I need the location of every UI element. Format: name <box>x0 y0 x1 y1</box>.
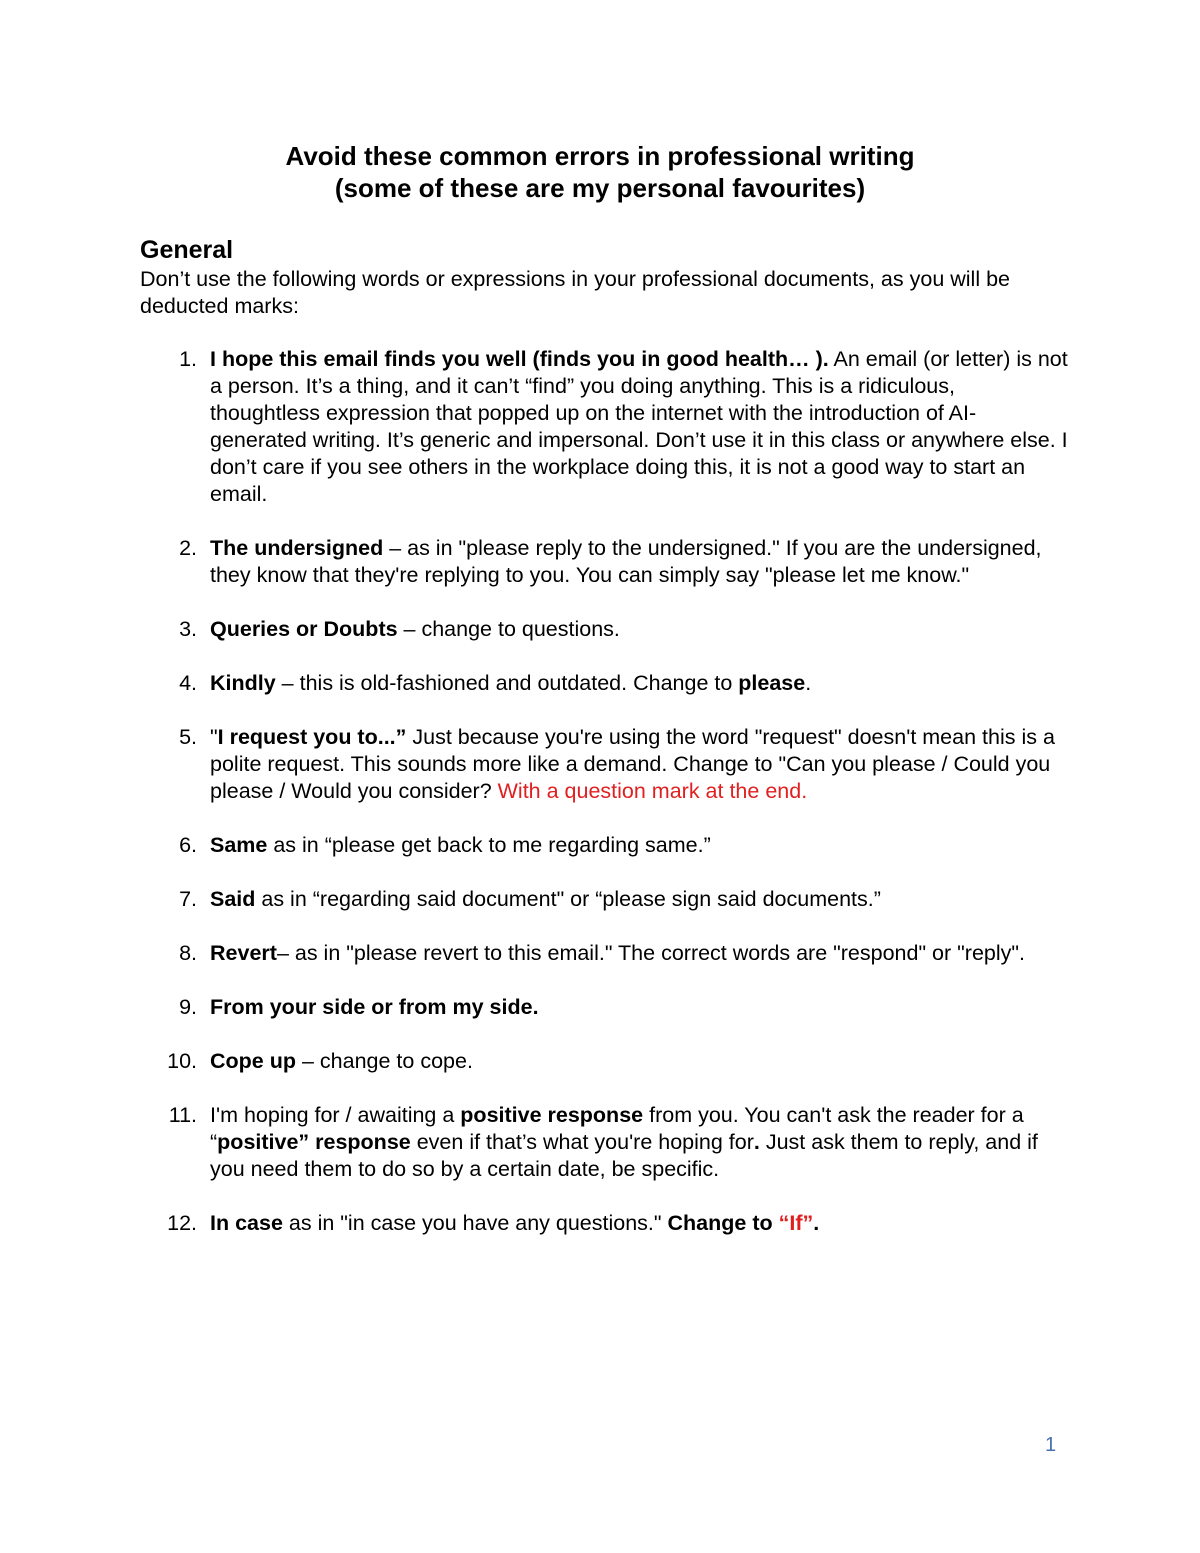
item-number: 1. <box>179 347 197 371</box>
error-list <box>140 346 1070 1237</box>
section-intro: Don’t use the following words or expressions in your professional documents, as you will be deducted marks: <box>140 267 1010 318</box>
item-text: Just ask them to reply, and if you need them to do so by a certain date, be specific. <box>210 1130 1038 1181</box>
item-text: An email (or letter) is not a person. It’s a thing, and it can’t “find” you doing anything. This is a ridiculous, thoughtless expression that popped up on the internet with the introduction of AI-generated writing. It’s generic and impersonal. Don’t use it in this class or anywhere else. I don’t care if you see others in the workplace doing this, it is not a good way to start an email. <box>210 347 1068 506</box>
item-number: 5. <box>179 725 197 749</box>
item-text: – change to questions. <box>397 617 620 641</box>
item-number: 7. <box>179 887 197 911</box>
item-number: 11. <box>168 1103 197 1127</box>
item-replacement: please <box>738 671 806 695</box>
item-number: 6. <box>179 833 197 857</box>
list-item <box>140 670 1070 697</box>
item-number: 4. <box>179 671 197 695</box>
item-text: Just because you're using the word "request" doesn't mean this is a polite request. This sounds more like a demand. Change to "Can you please / Could you please / Would you consider? <box>210 725 1055 803</box>
item-text: – as in "please revert to this email." The correct words are "respond" or "reply". <box>276 941 1025 965</box>
item-red-note: With a question mark at the end. <box>497 779 808 803</box>
item-term: Queries or Doubts <box>210 617 398 641</box>
list-item <box>140 1102 1070 1183</box>
item-text: I'm hoping for / awaiting a <box>210 1103 461 1127</box>
list-item <box>140 1048 1070 1075</box>
title-line-1: Avoid these common errors in professional writing <box>285 141 915 171</box>
item-number: 10. <box>167 1049 197 1073</box>
item-text: – this is old-fashioned and outdated. Change to <box>275 671 739 695</box>
item-term: Kindly <box>210 671 276 695</box>
item-text: as in “please get back to me regarding same.” <box>267 833 711 857</box>
item-text: as in “regarding said document" or “please sign said documents.” <box>255 887 881 911</box>
item-number: 8. <box>179 941 197 965</box>
item-text: from you. You can't ask the reader for a “ <box>210 1103 1024 1154</box>
item-term: The undersigned <box>210 536 384 560</box>
item-term: From your side or from my side. <box>210 995 539 1019</box>
item-text: as in "in case you have any questions." <box>282 1211 668 1235</box>
item-text: even if that’s what you're hoping for <box>410 1130 754 1154</box>
item-term: Same <box>210 833 268 857</box>
item-number: 9. <box>179 995 197 1019</box>
item-punctuation: . <box>813 1211 820 1235</box>
item-number: 2. <box>179 536 197 560</box>
item-text: – as in "please reply to the undersigned." If you are the undersigned, they know that they're replying to you. You can simply say "please let me know." <box>210 536 1042 587</box>
section-heading: General <box>140 236 234 264</box>
list-item <box>140 724 1070 805</box>
list-item <box>140 535 1070 589</box>
list-item <box>140 886 1070 913</box>
list-item <box>140 940 1070 967</box>
document-title <box>0 140 1200 204</box>
list-item <box>140 832 1070 859</box>
page-number: 1 <box>1045 1434 1057 1456</box>
item-term: I request you to...” <box>217 725 407 749</box>
item-quote-mark: " <box>210 725 218 749</box>
item-text: – change to cope. <box>296 1049 473 1073</box>
item-term: Cope up <box>210 1049 296 1073</box>
item-punctuation: . <box>805 671 812 695</box>
item-term: Revert <box>210 941 277 965</box>
item-term: In case <box>210 1211 283 1235</box>
title-line-2: (some of these are my personal favourites) <box>334 173 866 203</box>
list-item <box>140 994 1070 1021</box>
list-item <box>140 1210 1070 1237</box>
list-item <box>140 346 1070 508</box>
item-red-word: “If” <box>778 1211 814 1235</box>
item-term: positive response <box>460 1103 644 1127</box>
list-item <box>140 616 1070 643</box>
item-number: 3. <box>179 617 197 641</box>
item-term: I hope this email finds you well (finds you in good health… ). <box>210 347 829 371</box>
item-term: Said <box>210 887 256 911</box>
item-replacement: Change to <box>667 1211 779 1235</box>
item-punctuation: . <box>753 1130 760 1154</box>
item-number: 12. <box>167 1211 197 1235</box>
item-term: positive” response <box>217 1130 411 1154</box>
